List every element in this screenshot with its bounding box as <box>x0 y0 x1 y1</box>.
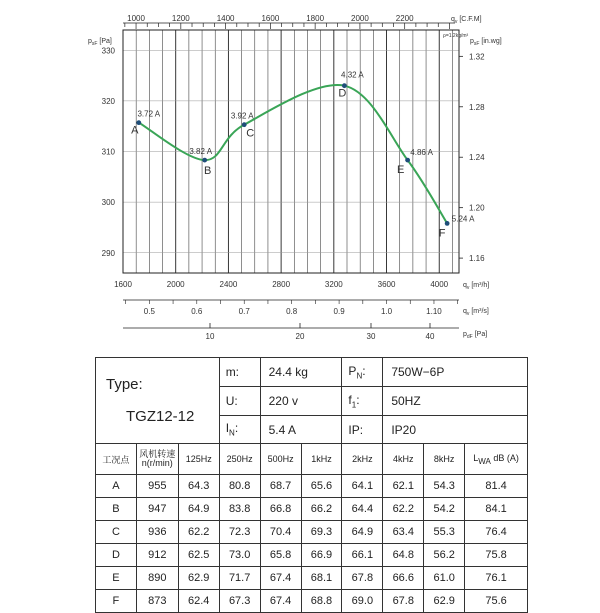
col-band: 1kHz <box>301 444 342 475</box>
row-band-value: 62.1 <box>383 475 424 498</box>
x3-tick-label: 1.10 <box>426 307 442 316</box>
type-value: TGZ12-12 <box>126 408 195 425</box>
y2-tick-label: 1.24 <box>469 153 485 163</box>
row-speed: 947 <box>136 498 178 521</box>
type-cell <box>96 358 220 444</box>
series-curve <box>131 71 475 240</box>
x-tick-label: 2000 <box>166 280 185 289</box>
x2-tick-label: 1000 <box>127 14 145 23</box>
row-band-value: 62.9 <box>178 567 219 590</box>
row-band-value: 68.8 <box>301 590 342 613</box>
data-point <box>242 122 247 127</box>
x3-tick-label: 0.5 <box>143 307 155 316</box>
row-point: F <box>96 590 137 613</box>
row-lwa: 75.6 <box>465 590 528 613</box>
row-band-value: 67.4 <box>260 590 301 613</box>
y2-tick-label: 1.28 <box>469 102 485 112</box>
series-line <box>139 85 447 223</box>
row-band-value: 68.1 <box>301 567 342 590</box>
row-band-value: 54.3 <box>424 475 465 498</box>
row-band-value: 72.3 <box>219 521 260 544</box>
row-lwa: 76.1 <box>465 567 528 590</box>
col-band: 250Hz <box>219 444 260 475</box>
x3-tick-label: 0.8 <box>286 307 298 316</box>
x2-axis-label: $q_v$ [C.F.M] <box>451 16 482 25</box>
col-band: 8kHz <box>424 444 465 475</box>
x2-tick-label: 1200 <box>171 14 190 23</box>
row-band-value: 68.7 <box>260 475 301 498</box>
current-value: 5.4 A <box>260 416 342 444</box>
row-band-value: 67.8 <box>342 567 383 590</box>
row-speed: 955 <box>136 475 178 498</box>
current-label: 4.32 A <box>341 70 364 80</box>
row-point: E <box>96 567 137 590</box>
row-band-value: 64.4 <box>342 498 383 521</box>
row-point: A <box>96 475 137 498</box>
table-row <box>96 498 528 521</box>
y2-tick-label: 1.20 <box>469 203 485 213</box>
row-band-value: 64.1 <box>342 475 383 498</box>
y-tick-label: 320 <box>101 96 115 106</box>
x2-tick-label: 1800 <box>306 14 325 23</box>
x4-tick-label: 20 <box>295 332 305 341</box>
row-band-value: 67.3 <box>219 590 260 613</box>
row-lwa: 81.4 <box>465 475 528 498</box>
data-point <box>202 158 207 163</box>
row-band-value: 67.4 <box>260 567 301 590</box>
point-label: F <box>438 227 446 240</box>
row-band-value: 55.3 <box>424 521 465 544</box>
data-point <box>445 221 450 226</box>
row-band-value: 62.5 <box>178 544 219 567</box>
row-speed: 873 <box>136 590 178 613</box>
ip-label: IP: <box>342 416 383 444</box>
y-axis-label: $p_{sF}$ [Pa] <box>88 38 112 47</box>
col-lwa: $L_{WA}$ dB (A) <box>465 444 528 475</box>
row-band-value: 64.8 <box>383 544 424 567</box>
voltage-label: U: <box>219 387 260 416</box>
x-tick-label: 2400 <box>219 280 238 289</box>
row-band-value: 66.9 <box>301 544 342 567</box>
row-lwa: 75.8 <box>465 544 528 567</box>
col-band: 125Hz <box>178 444 219 475</box>
row-band-value: 66.6 <box>383 567 424 590</box>
current-label: 5.24 A <box>451 214 475 224</box>
x4-axis-label: $p_{dF}$ [Pa] <box>463 331 488 340</box>
voltage-value: 220 v <box>260 387 342 416</box>
noise-table-header <box>96 444 528 475</box>
table-row <box>96 544 528 567</box>
y-tick-label: 330 <box>101 46 115 56</box>
row-band-value: 65.6 <box>301 475 342 498</box>
row-band-value: 62.4 <box>178 590 219 613</box>
x2-tick-label: 2200 <box>395 14 414 23</box>
data-point <box>405 158 410 163</box>
row-band-value: 71.7 <box>219 567 260 590</box>
point-label: E <box>396 164 405 177</box>
row-band-value: 69.3 <box>301 521 342 544</box>
row-band-value: 73.0 <box>219 544 260 567</box>
y2-tick-label: 1.16 <box>469 254 485 264</box>
x3-tick-label: 0.9 <box>333 307 345 316</box>
x3-axis-label: $q_v$ [m³/s] <box>463 308 489 317</box>
y-tick-label: 300 <box>101 198 115 208</box>
x2-tick-label: 1400 <box>216 14 235 23</box>
current-label: 3.92 A <box>230 111 254 121</box>
row-band-value: 61.0 <box>424 567 465 590</box>
y-tick-label: 290 <box>101 248 115 258</box>
row-band-value: 64.9 <box>178 498 219 521</box>
chart-grid <box>123 30 459 273</box>
current-label: 3.82 A <box>189 147 213 157</box>
row-band-value: 66.1 <box>342 544 383 567</box>
row-point: C <box>96 521 137 544</box>
col-band: 2kHz <box>342 444 383 475</box>
power-value: 750W−6P <box>383 358 528 387</box>
y2-tick-label: 1.32 <box>469 52 485 62</box>
row-band-value: 56.2 <box>424 544 465 567</box>
power-label: $P_N$: <box>342 358 383 387</box>
x-tick-label: 3600 <box>377 280 396 289</box>
table-row <box>96 590 528 613</box>
row-band-value: 62.9 <box>424 590 465 613</box>
row-band-value: 83.8 <box>219 498 260 521</box>
noise-table-body <box>96 475 528 613</box>
row-band-value: 63.4 <box>383 521 424 544</box>
type-label: Type: <box>106 376 143 393</box>
x-tick-label: 2800 <box>272 280 291 289</box>
row-point: D <box>96 544 137 567</box>
x-axis-label: $q_v$ [m³/h] <box>463 282 490 291</box>
x3-tick-label: 0.7 <box>238 307 250 316</box>
row-band-value: 67.8 <box>383 590 424 613</box>
col-speed: 风机转速 n(r/min) <box>136 444 178 475</box>
current-label: 4.86 A <box>410 148 433 158</box>
ip-value: IP20 <box>383 416 528 444</box>
row-band-value: 66.8 <box>260 498 301 521</box>
x4-tick-label: 30 <box>366 332 376 341</box>
row-band-value: 62.2 <box>178 521 219 544</box>
table-row <box>96 475 528 498</box>
row-speed: 936 <box>136 521 178 544</box>
x2-tick-label: 1600 <box>261 14 280 23</box>
row-band-value: 65.8 <box>260 544 301 567</box>
y-tick-label: 310 <box>101 147 115 157</box>
x2-tick-label: 2000 <box>351 14 369 23</box>
frequency-label: $f_1$: <box>342 387 383 416</box>
row-band-value: 66.2 <box>301 498 342 521</box>
mass-label: m: <box>219 358 260 387</box>
point-label: D <box>338 87 347 100</box>
row-point: B <box>96 498 137 521</box>
row-band-value: 64.3 <box>178 475 219 498</box>
table-row <box>96 567 528 590</box>
point-label: A <box>131 124 139 137</box>
x-tick-label: 3200 <box>324 280 343 289</box>
current-label: 3.72 A <box>137 109 161 119</box>
mass-value: 24.4 kg <box>260 358 342 387</box>
fan-spec-table <box>95 357 528 613</box>
point-label: B <box>204 165 212 178</box>
row-lwa: 84.1 <box>465 498 528 521</box>
table-row <box>96 521 528 544</box>
x4-tick-label: 10 <box>205 332 215 341</box>
frequency-value: 50HZ <box>383 387 528 416</box>
row-band-value: 62.2 <box>383 498 424 521</box>
row-speed: 912 <box>136 544 178 567</box>
row-band-value: 64.9 <box>342 521 383 544</box>
x4-tick-label: 40 <box>425 332 435 341</box>
row-lwa: 76.4 <box>465 521 528 544</box>
row-band-value: 69.0 <box>342 590 383 613</box>
x-tick-label: 1600 <box>114 280 132 289</box>
row-speed: 890 <box>136 567 178 590</box>
row-band-value: 70.4 <box>260 521 301 544</box>
col-band: 4kHz <box>383 444 424 475</box>
x3-tick-label: 1.0 <box>380 307 393 316</box>
x-tick-label: 4000 <box>430 280 449 289</box>
row-band-value: 80.8 <box>219 475 260 498</box>
current-label: $I_N$: <box>219 416 260 444</box>
x3-tick-label: 0.6 <box>191 307 203 316</box>
col-point: 工况点 <box>96 444 137 475</box>
y2-axis-label: $p_{sF}$ [in.wg] <box>470 38 502 47</box>
col-band: 500Hz <box>260 444 301 475</box>
row-band-value: 54.2 <box>424 498 465 521</box>
density-note: ρ=1.2kg/m³ <box>443 33 469 39</box>
point-label: C <box>246 127 255 140</box>
